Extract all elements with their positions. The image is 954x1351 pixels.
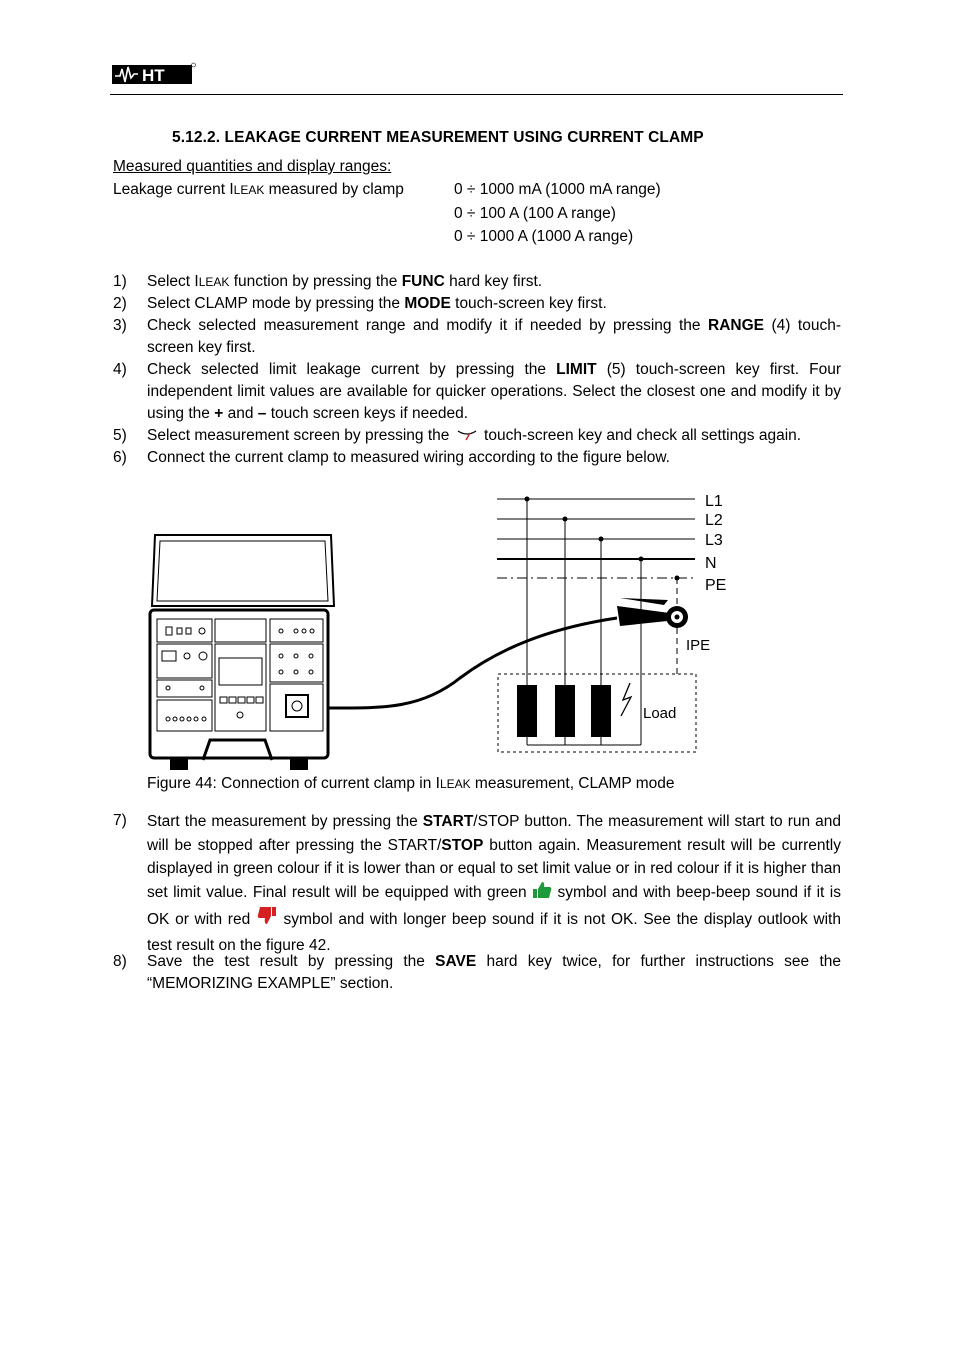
step-number: 4)	[113, 361, 127, 378]
logo-text: HT	[142, 66, 165, 85]
step-text: Select ILEAK function by pressing the FUNC hard key first.	[147, 273, 543, 290]
measure-screen-icon	[454, 427, 480, 449]
step-text: Check selected measurement range and modify it if needed by pressing the RANGE (4) touch-screen key first.	[147, 317, 841, 356]
step-number: 5)	[113, 427, 127, 444]
step-text: Connect the current clamp to measured wiring according to the figure below.	[147, 449, 670, 466]
step-number: 8)	[113, 953, 127, 970]
thumbs-up-icon	[532, 881, 552, 907]
step-text: Save the test result by pressing the SAVE hard key twice, for further instructions see the “MEMORIZING EXAMPLE” section.	[147, 953, 841, 992]
label-l1: L1	[705, 493, 723, 510]
step-number: 1)	[113, 273, 127, 290]
step-number: 2)	[113, 295, 127, 312]
label-n: N	[705, 555, 717, 572]
step-number: 7)	[113, 812, 127, 829]
step-text: Select measurement screen by pressing the touch-screen key and check all settings again.	[147, 425, 841, 449]
step-text: Select CLAMP mode by pressing the MODE touch-screen key first.	[147, 295, 607, 312]
step-text: Check selected limit leakage current by pressing the LIMIT (5) touch-screen key first. Four independent limit values are available for quicker operations. Select the closest one and modify it by using the + and – touch screen keys if needed.	[147, 361, 841, 422]
header-rule	[110, 94, 843, 95]
figure-caption: Figure 44: Connection of current clamp in ILEAK measurement, CLAMP mode	[147, 775, 675, 792]
range-value: 0 ÷ 100 A (100 A range)	[454, 205, 616, 222]
label-l2: L2	[705, 512, 723, 529]
ht-logo	[112, 62, 196, 86]
step-number: 3)	[113, 317, 127, 334]
thumbs-down-icon	[256, 906, 278, 934]
connection-diagram	[120, 478, 727, 768]
ranges-title: Measured quantities and display ranges:	[113, 158, 392, 175]
label-pe: PE	[705, 577, 727, 594]
range-value: 0 ÷ 1000 mA (1000 mA range)	[454, 181, 661, 198]
range-value: 0 ÷ 1000 A (1000 A range)	[454, 228, 634, 245]
section-heading: 5.12.2. LEAKAGE CURRENT MEASUREMENT USING CURRENT CLAMP	[172, 129, 704, 146]
label-load: Load	[643, 705, 677, 722]
label-l3: L3	[705, 532, 723, 549]
step-number: 6)	[113, 449, 127, 466]
label-ipe: IPE	[686, 637, 711, 654]
step-text: Start the measurement by pressing the START/STOP button. The measurement will start to run and will be stopped after pressing the START/STOP button again. Measurement result will be currently displayed in green colour if it is lower than or equal to set limit value or in red colour if it is higher than set limit value. Final result will be equipped with green symbol and with beep-beep sound if it is OK or with red symbol and with longer beep sound if it is not OK. See the display outlook with test result on the figure 42.	[147, 813, 842, 954]
ranges-quantity: Leakage current ILEAK measured by clamp	[113, 181, 404, 198]
